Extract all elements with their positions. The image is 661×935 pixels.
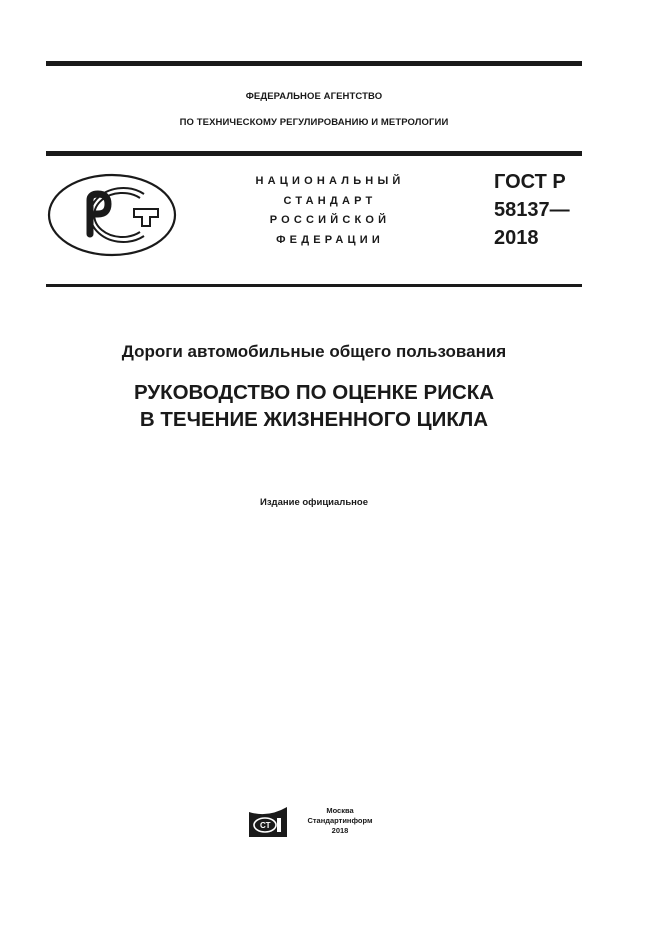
svg-text:СТ: СТ <box>260 821 271 830</box>
designation-line-2: 58137— <box>494 199 570 221</box>
gost-rst-emblem-icon <box>46 172 178 258</box>
standard-type-line: НАЦИОНАЛЬНЫЙ <box>255 175 405 187</box>
standard-type-line: СТАНДАРТ <box>283 194 377 207</box>
document-title <box>46 379 582 433</box>
middle-rule <box>46 151 582 156</box>
publisher-name: Стандартинформ <box>307 816 373 825</box>
designation-line-3: 2018 <box>494 227 539 249</box>
publisher-year: 2018 <box>331 826 349 835</box>
document-subtitle: Дороги автомобильные общего пользования <box>121 342 507 361</box>
publisher-city: Москва <box>326 806 354 815</box>
standard-type-line: РОССИЙСКОЙ <box>269 214 391 226</box>
title-line-2: В ТЕЧЕНИЕ ЖИЗНЕННОГО ЦИКЛА <box>139 408 489 431</box>
standard-designation <box>494 168 570 252</box>
agency-line-2: ПО ТЕХНИЧЕСКОМУ РЕГУЛИРОВАНИЮ И МЕТРОЛОГИИ <box>179 117 449 128</box>
agency-line-1: ФЕДЕРАЛЬНОЕ АГЕНТСТВО <box>245 91 383 102</box>
edition-label: Издание официальное <box>260 497 368 508</box>
national-standard-label <box>232 172 428 250</box>
standard-type-line: ФЕДЕРАЦИИ <box>276 233 384 246</box>
bottom-rule <box>46 284 582 287</box>
designation-line-1: ГОСТ Р <box>494 171 566 193</box>
top-rule <box>46 61 582 66</box>
title-line-1: РУКОВОДСТВО ПО ОЦЕНКЕ РИСКА <box>133 381 495 404</box>
standartinform-logo-icon <box>248 806 288 838</box>
publisher-info <box>290 806 390 836</box>
